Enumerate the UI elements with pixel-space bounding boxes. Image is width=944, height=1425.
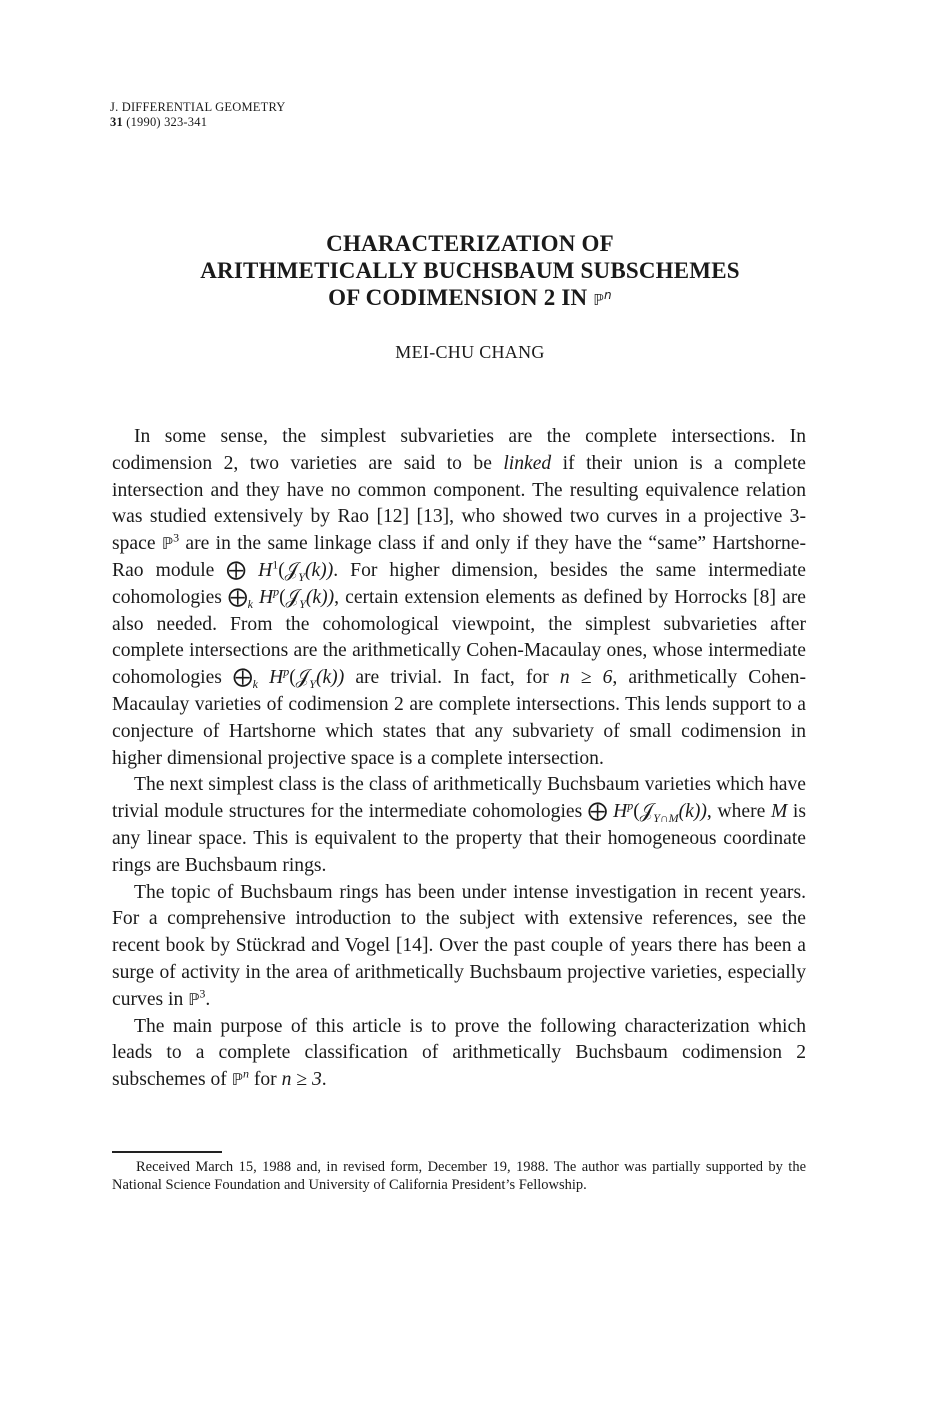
math-k: (k)): [305, 586, 335, 608]
math-sup: p: [283, 664, 290, 679]
paragraph-1: [112, 424, 806, 772]
math-H: H: [269, 667, 284, 689]
p3-text: The topic of Buchsbaum rings has been under intense investigation in recent years. For a comprehensive introduction to the subject with extensive references, see the recent book by Stückrad and Vogel [14]. Over the past couple of years there has been a surge of activity in the area of arithmetically Buchsbaum projective varieties, especially curves in: [112, 881, 806, 1010]
body-text: [112, 424, 806, 1094]
p2-text-1: The next simplest class is the class of arithmetically Buchsbaum varieties which have trivial module structures for the intermediate cohomologies: [112, 774, 806, 823]
math-M: M: [770, 801, 788, 823]
math-J: (𝒥: [633, 801, 654, 823]
p4-text-2: for: [248, 1069, 282, 1091]
footnote-text: Received March 15, 1988 and, in revised form, December 19, 1988. The author was partially supported by the National Science Foundation and University of California President’s Fellowship.: [112, 1159, 806, 1193]
math-dsum: ⨁: [233, 667, 253, 689]
math-k: (k)): [315, 667, 345, 689]
p1-text-7: , arithmetically Cohen-Macaulay varieties of codimension 2 are complete intersections. This lends support to a conjecture of Hartshorne which states that any subvariety of small codimension in higher dimensional projective space is a complete intersection.: [112, 667, 806, 769]
journal-name: J. DIFFERENTIAL GEOMETRY: [110, 100, 286, 114]
author-name: MEI-CHU CHANG: [395, 342, 545, 362]
journal-volume-line: [110, 115, 286, 130]
footnote: [112, 1158, 806, 1194]
math-dsum: ⨁: [226, 559, 247, 581]
math-sup: 3: [173, 530, 180, 545]
math-J: (𝒥: [279, 586, 300, 608]
math-hp-2: [233, 664, 345, 692]
p2-text-2: , where: [706, 801, 771, 823]
math-sub: Y∩M: [653, 811, 679, 826]
p2-text-3: is any linear space. This is equivalent to the property that their homogeneous coordinate rings are Buchsbaum rings.: [112, 801, 806, 876]
math-sup: 1: [272, 557, 279, 572]
math-bbP: ℙ: [188, 989, 200, 1009]
math-n-ge-3: n ≥ 3: [281, 1069, 322, 1091]
math-p3: [161, 530, 180, 554]
math-sup: n: [242, 1066, 249, 1081]
p1-text-5: , certain extension elements as defined by Horrocks [8] are also needed. From the cohomological viewpoint, the simplest subvarieties after complete intersections are the arithmetically Cohen-Macaulay ones, whose intermediate cohomologies: [112, 586, 806, 689]
math-H: H: [258, 559, 273, 581]
p1-text-6: are trivial. In fact, for: [344, 667, 560, 689]
math-dsum: ⨁: [228, 586, 248, 608]
paragraph-3: The topic of Buchsbaum rings has been under intense investigation in recent years. For a comprehensive introduction to the subject with extensive references, see the recent book by Stückrad and Vogel [14]. Over the past couple of years there has been a surge of activity in the area of arithmetically Buchsbaum projective varieties, especially curves in ℙ$^3$.: [112, 881, 806, 1010]
title-line-1: CHARACTERIZATION OF: [326, 231, 614, 256]
math-sup: 3: [199, 986, 206, 1001]
p1-text-4: . For higher dimension, besides the same intermediate cohomologies: [112, 559, 807, 608]
p1-text-1: In some sense, the simplest subvarieties are the complete intersections. In codimension 2, two varieties are said to be: [112, 426, 806, 474]
math-h1: [226, 557, 334, 584]
math-n-ge-6: n ≥ 6: [559, 667, 613, 689]
math-k: (k)): [304, 559, 334, 581]
title-line-2: ARITHMETICALLY BUCHSBAUM SUBSCHEMES: [200, 258, 740, 283]
math-sup: p: [273, 584, 280, 599]
math-sub: Y: [309, 677, 316, 692]
p1-text-2: if their union is a complete intersection and they have no common component. The resulting equivalence relation was studied extensively by Rao [12] [13], who showed two curves in a projective 3-space: [112, 452, 806, 555]
math-pn: [231, 1066, 249, 1090]
paper-title: [80, 230, 860, 314]
journal-year-pages: (1990) 323-341: [126, 115, 208, 129]
footnote-rule: [112, 1151, 222, 1153]
math-sub: Y: [298, 569, 305, 584]
math-hp-3: [587, 798, 707, 826]
math-sup: p: [627, 798, 634, 813]
bb-p: ℙ: [593, 291, 605, 309]
math-hp-1: [228, 584, 335, 611]
math-H: H: [258, 586, 274, 608]
math-dsum: ⨁: [587, 801, 608, 823]
p4-text-1: The main purpose of this article is to prove the following characterization which leads to a complete classification of arithmetically Buchsbaum codimension 2 subschemes of: [112, 1015, 806, 1091]
p1-linked-emph: linked: [503, 452, 552, 474]
bb-p-exponent: n: [604, 288, 612, 302]
journal-header: [110, 100, 286, 130]
math-sub: k: [247, 596, 253, 611]
math-H: H: [613, 801, 628, 823]
math-sub: k: [252, 677, 258, 692]
projective-space-symbol: [593, 288, 612, 309]
math-J: (𝒥: [289, 667, 310, 689]
p1-text-3: are in the same linkage class if and only if they have the “same” Hartshorne-Rao module: [112, 533, 806, 581]
math-bbP: ℙ: [231, 1070, 243, 1090]
math-p3: [188, 986, 206, 1010]
math-sub: Y: [299, 596, 306, 611]
journal-volume: 31: [110, 115, 123, 129]
p4-text-3: .: [321, 1069, 327, 1091]
paragraph-4: [112, 1014, 806, 1094]
title-line-3: [80, 284, 860, 314]
math-bbP: ℙ: [161, 534, 174, 554]
paragraph-2: [112, 772, 806, 879]
math-J: (𝒥: [278, 559, 299, 581]
math-k: (k)): [678, 801, 707, 823]
title-line-3-text: OF CODIMENSION 2 IN: [328, 285, 588, 310]
